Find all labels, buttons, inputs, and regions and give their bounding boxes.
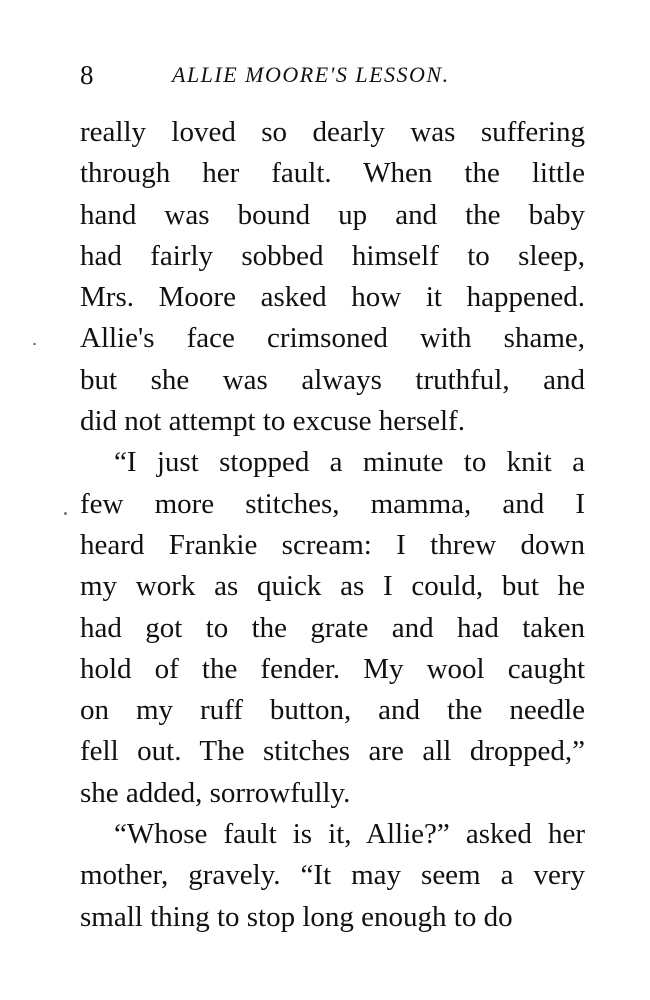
text-line: did not attempt to excuse herself.: [80, 405, 465, 438]
page-number: 8: [80, 60, 94, 90]
text-line: Allie's face crimsoned with shame,: [80, 322, 585, 355]
text-line: through her fault. When the little: [80, 157, 585, 190]
text-line: “Whose fault is it, Allie?” asked her: [114, 818, 585, 851]
text-line: but she was always truthful, and: [80, 363, 585, 396]
paper-speck: [64, 512, 67, 515]
text-line: had got to the grate and had taken: [80, 611, 585, 644]
text-line: hold of the fender. My wool caught: [80, 652, 585, 685]
text-line: mother, gravely. “It may seem a very: [80, 859, 585, 892]
paper-speck: [33, 343, 36, 345]
text-line: “I just stopped a minute to knit a: [114, 446, 585, 479]
text-line: fell out. The stitches are all dropped,”: [80, 735, 585, 768]
running-title: ALLIE MOORE'S LESSON.: [172, 62, 450, 87]
text-line: my work as quick as I could, but he: [80, 570, 585, 603]
text-line: had fairly sobbed himself to sleep,: [80, 239, 585, 272]
text-line: heard Frankie scream: I threw down: [80, 528, 585, 561]
text-line: she added, sorrowfully.: [80, 776, 351, 809]
text-line: on my ruff button, and the needle: [80, 694, 585, 727]
body-text: [80, 112, 585, 938]
text-line: Mrs. Moore asked how it happened.: [80, 281, 585, 314]
text-line: few more stitches, mamma, and I: [80, 487, 585, 520]
text-line: really loved so dearly was suffering: [80, 116, 585, 148]
text-line: hand was bound up and the baby: [80, 198, 585, 231]
running-head: [80, 58, 585, 92]
text-line: small thing to stop long enough to do: [80, 900, 513, 933]
